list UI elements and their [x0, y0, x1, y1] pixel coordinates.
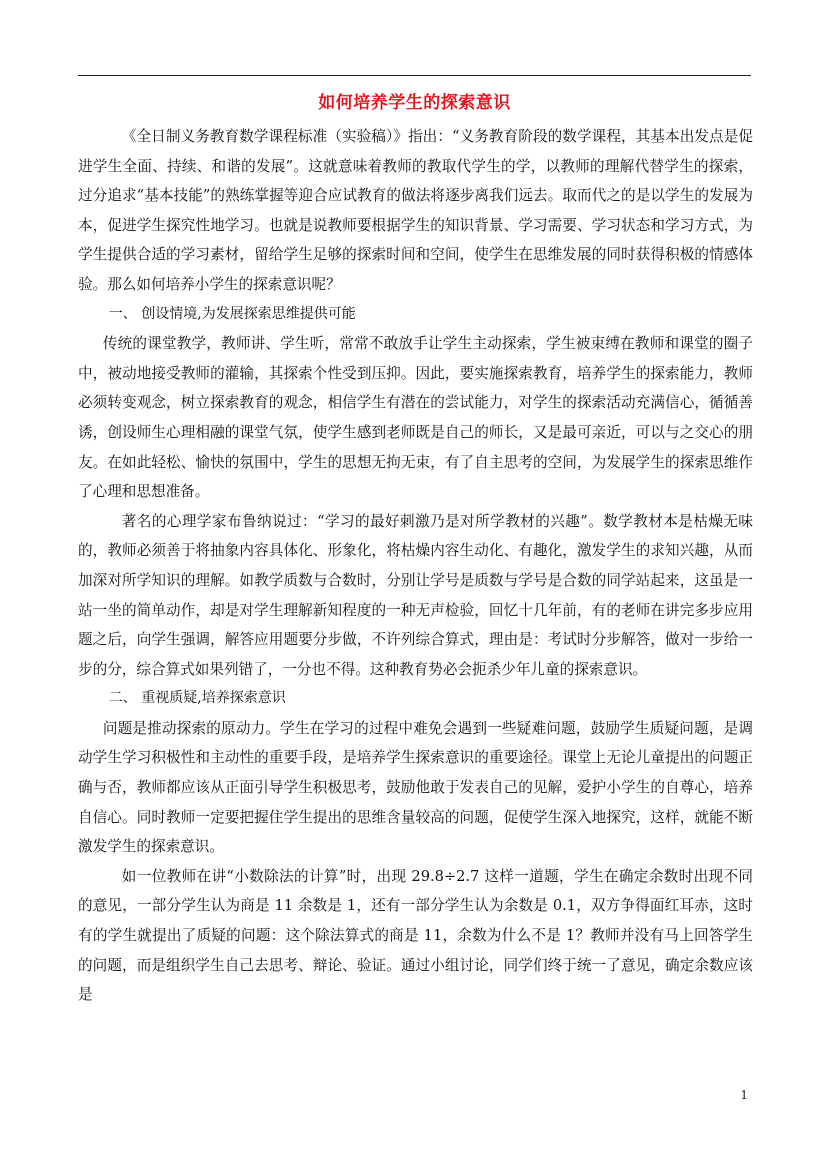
document-title: 如何培养学生的探索意识 [318, 93, 511, 113]
page-number: 1 [740, 1088, 748, 1102]
document-body [78, 122, 753, 1010]
paragraph-intro: 《全日制义务教育数学课程标准（实验稿）》指出：“义务教育阶段的数学课程，其基本出发点是促进学生全面、持续、和谐的发展”。这就意味着教师的教取代学生的学，以教师的理解代替学生的探索，过分追求“基本技能”的熟练掌握等迎合应试教育的做法将逐步离我们远去。取而代之的是以学生的发展为本，促进学生探究性地学习。也就是说教师要根据学生的知识背景、学习需要、学习状态和学习方式，为学生提供合适的学习素材，留给学生足够的探索时间和空间，使学生在思维发展的同时获得积极的情感体验。那么如何培养小学生的探索意识呢？ [78, 128, 753, 293]
paragraph-bruner: 著名的心理学家布鲁纳说过：“学习的最好刺激乃是对所学教材的兴趣”。数学教材本是枯燥无味的，教师必须善于将抽象内容具体化、形象化，将枯燥内容生动化、有趣化，激发学生的求知兴趣，从而加深对所学知识的理解。如教学质数与合数时，分别让学号是质数与学号是合数的同学站起来，这虽是一站一坐的简单动作，却是对学生理解新知程度的一种无声检验，回忆十几年前，有的老师在讲完多步应用题之后，向学生强调，解答应用题要分步做，不许列综合算式，理由是：考试时分步解答，做对一步给一步的分，综合算式如果列错了，一分也不得。这种教育势必会扼杀少年儿童的探索意识。 [78, 512, 753, 678]
paragraph-traditional-teaching: 传统的课堂教学，教师讲、学生听，常常不敢放手让学生主动探索，学生被束缚在教师和课堂的圈子中，被动地接受教师的灌输，其探索个性受到压抑。因此，要实施探索教育，培养学生的探索能力，教师必须转变观念，树立探索教育的观念，相信学生有潜在的尝试能力，对学生的探索活动充满信心，循循善诱，创设师生心理相融的课堂气氛，使学生感到老师既是自己的师长，又是最可亲近，可以与之交心的朋友。在如此轻松、愉快的氛围中，学生的思想无拘无束，有了自主思考的空间，为发展学生的探索思维作了心理和思想准备。 [78, 335, 753, 501]
section-heading-1: 一、 创设情境,为发展探索思维提供可能 [108, 305, 356, 322]
header-rule [78, 75, 751, 76]
paragraph-questioning: 问题是推动探索的原动力。学生在学习的过程中难免会遇到一些疑难问题，鼓励学生质疑问题，是调动学生学习积极性和主动性的重要手段，是培养学生探索意识的重要途径。课堂上无论儿童提出的问题正确与否，教师都应该从正面引导学生积极思考，鼓励他敢于发表自己的见解，爱护小学生的自尊心，培养自信心。同时教师一定要把握住学生提出的思维含量较高的问题，促使学生深入地探究，这样，就能不断激发学生的探索意识。 [78, 719, 753, 856]
paragraph-decimal-division-example: 如一位教师在讲“小数除法的计算”时，出现 29.8÷2.7 这样一道题，学生在确定余数时出现不同的意见，一部分学生认为商是 11 余数是 1，还有一部分学生认为余数是 0.1，双方争得面红耳赤，这时有的学生就提出了质疑的问题：这个除法算式的商是 11，余数为什么不是 1？教师并没有马上回答学生的问题，而是组织学生自己去思考、辩论、验证。通过小组讨论，同学们终于统一了意见，确定余数应该是 [78, 867, 753, 1004]
section-heading-2: 二、 重视质疑,培养探索意识 [108, 690, 286, 707]
